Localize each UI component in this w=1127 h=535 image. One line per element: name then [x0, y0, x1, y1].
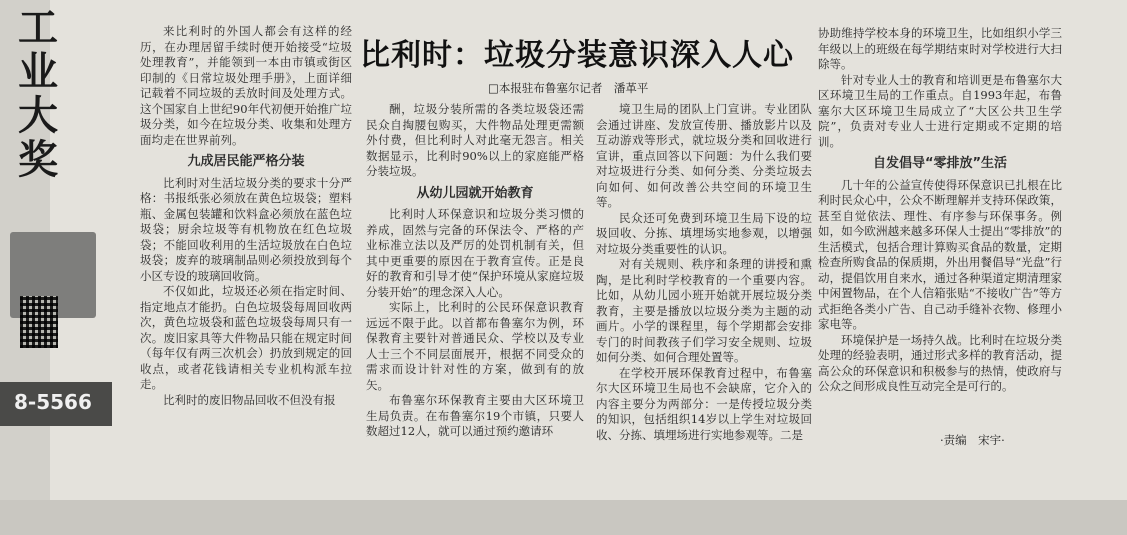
paragraph: 民众还可免费到环境卫生局下设的垃圾回收、分拣、填埋场实地参观，以增强对垃圾分类重要性的认识。 [596, 210, 812, 256]
paragraph: 布鲁塞尔环保教育主要由大区环境卫生局负责。在布鲁塞尔19个市镇，只要人数超过12人，就可以通过预约邀请环 [366, 393, 584, 438]
paragraph: 环境保护是一场持久战。比利时在垃圾分类处理的经验表明，通过形式多样的教育活动，提高公众的环保意识和积极参与的热情，使政府与公众之间形成良性互动完全是可行的。 [818, 332, 1062, 393]
advertisement-phone-number: 8-5566 [14, 390, 92, 414]
paragraph: 在学校开展环保教育过程中，布鲁塞尔大区环境卫生局也不会缺席，它介入的内容主要分为两部分：一是传授垃圾分类的知识，包括组织14岁以上学生对垃圾回收、分拣、填埋场进行实地参观等。二是 [596, 365, 812, 442]
article-byline: □本报驻布鲁塞尔记者 潘革平 [488, 81, 649, 95]
article-headline: 比利时：垃圾分装意识深入人心 [360, 38, 794, 73]
qr-code [20, 296, 58, 348]
paragraph: 比利时对生活垃圾分类的要求十分严格：书报纸张必须放在黄色垃圾袋；塑料瓶、金属包装罐和饮料盒必须放在蓝色垃圾袋；厨余垃圾等有机物放在红色垃圾袋；不能回收利用的生活垃圾放在白色垃圾袋；废弃的玻璃制品则必须投放到每个小区专设的玻璃回收筒。 [140, 175, 352, 283]
paragraph: 协助维持学校本身的环境卫生，比如组织小学三年级以上的班级在每学期结束时对学校进行大扫除等。 [818, 26, 1062, 71]
paragraph: 比利时人环保意识和垃圾分类习惯的养成，固然与完备的环保法令、严格的产业标准立法以及严厉的处罚机制有关，但其中更重要的原因在于教育宣传。正是良好的教育和引导才使“保护环境从家庭垃圾分装开始”的理念深入人心。 [366, 207, 584, 299]
article-column-2 [366, 102, 584, 440]
paragraph: 来比利时的外国人都会有这样的经历，在办理居留手续时便开始接受“垃圾处理教育”，并能领到一本由市镇或街区印制的《日常垃圾处理手册》，上面详细记载着不同垃圾的丢放时间及处理方式。这个国家自上世纪90年代初便开始推广垃圾分类，如今在垃圾分类、收集和处理方面均走在世界前列。 [140, 24, 352, 147]
subheading: 九成居民能严格分装 [187, 154, 305, 169]
paragraph: 酬，垃圾分装所需的各类垃圾袋还需民众自掏腰包购买，大件物品处理更需额外付费，但比利时人对此毫无怨言。相关数据显示，比利时90%以上的家庭能严格分装垃圾。 [366, 102, 584, 178]
editor-credit: ·责编 宋宇· [940, 433, 1005, 447]
paragraph: 不仅如此，垃圾还必须在指定时间、指定地点才能扔。白色垃圾袋每周回收两次，黄色垃圾袋和蓝色垃圾袋每周只有一次。废旧家具等大件物品只能在规定时间（每年仅有两三次机会）扔放到规定的回收点，或者花钱请相关专业机构派车拉走。 [140, 284, 352, 391]
subheading: 自发倡导“零排放”生活 [872, 156, 1008, 171]
adjacent-page-heading: 工业大奖 [18, 5, 58, 183]
article-column-1 [140, 24, 352, 408]
article-column-3 [596, 102, 812, 443]
page-bottom-shadow [0, 500, 1127, 535]
paragraph: 比利时的废旧物品回收不但没有报 [163, 392, 336, 407]
paragraph: 对有关规则、秩序和条理的讲授和熏陶，是比利时学校教育的一个重要内容。比如，从幼儿园小班开始就开展垃圾分类教育，主要是播放以垃圾分类为主题的动画片。小学的课程里，每个学期都会安排专门的时间教孩子们学习安全规则、垃圾如何分类、如何合理处置等。 [596, 257, 812, 364]
paragraph: 实际上，比利时的公民环保意识教育远远不限于此。以首都布鲁塞尔为例，环保教育主要针对普通民众、学校以及专业人士三个不同层面展开，根据不同受众的需求而设计针对性的方案，做到有的放矢。 [366, 300, 584, 392]
paragraph: 境卫生局的团队上门宣讲。专业团队会通过讲座、发放宣传册、播放影片以及互动游戏等形式，就垃圾分类和回收进行宣讲，重点回答以下问题：为什么我们要对垃圾进行分类、如何分类、分类垃圾去向如何、如何改善公共空间的环境卫生等。 [596, 102, 812, 209]
subheading: 从幼儿园就开始教育 [416, 185, 534, 201]
paragraph: 针对专业人士的教育和培训更是布鲁塞尔大区环境卫生局的工作重点。自1993年起，布鲁塞尔大区环境卫生局成立了“大区公共卫生学院”，负责对专业人士进行定期或不定期的培训。 [818, 72, 1062, 149]
paragraph: 几十年的公益宣传使得环保意识已扎根在比利时民众心中，公众不断理解并支持环保政策，甚至自觉依法、理性、有序参与环保事务。例如，如今欧洲越来越多环保人士提出“零排放”的生活模式，包括合理计算购买食品的数量，定期检查所购食品的保质期，外出用餐倡导“光盘”行动，提倡饮用自来水，通过各种渠道定期清理家中闲置物品，在个人信箱张贴“不接收广告”等方式拒绝各类小广告、自己动手缝补衣物、修理小家电等。 [818, 177, 1062, 331]
article-column-4 [818, 26, 1062, 395]
